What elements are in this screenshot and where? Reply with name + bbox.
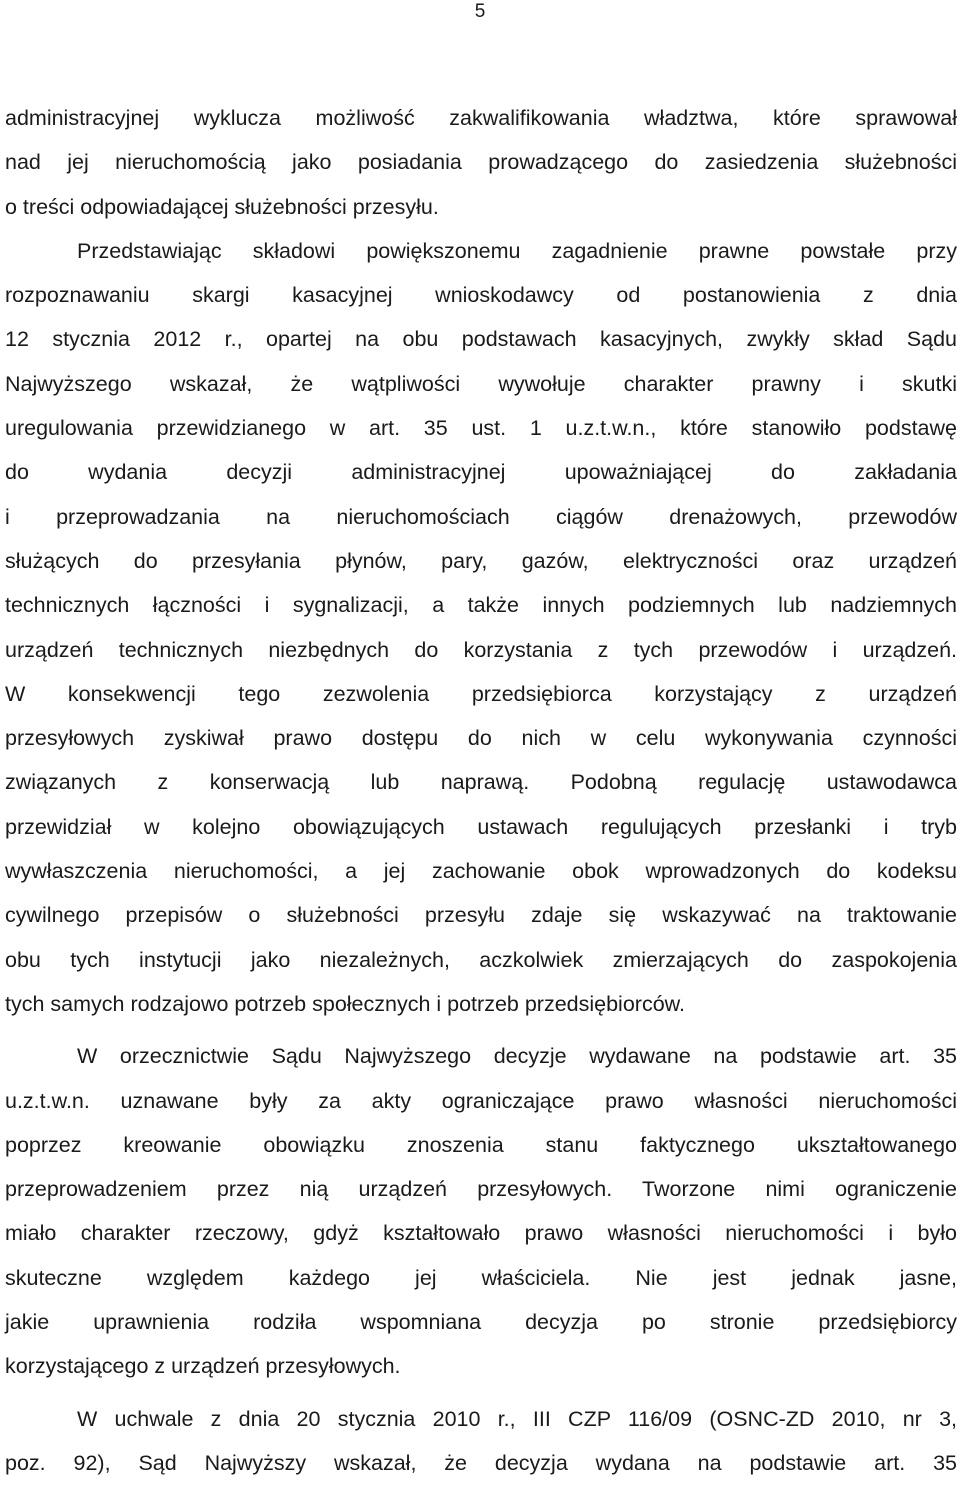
text-line: służących do przesyłania płynów, pary, gazów, elektryczności oraz urządzeń <box>5 548 957 573</box>
text-line: Najwyższego wskazał, że wątpliwości wywołuje charakter prawny i skutki <box>5 371 957 396</box>
text-line: obu tych instytucji jako niezależnych, aczkolwiek zmierzających do zaspokojenia <box>5 947 957 972</box>
text-line: W uchwale z dnia 20 stycznia 2010 r., III CZP 116/09 (OSNC-ZD 2010, nr 3, <box>77 1406 957 1431</box>
text-line: cywilnego przepisów o służebności przesyłu zdaje się wskazywać na traktowanie <box>5 903 957 928</box>
text-line: W orzecznictwie Sądu Najwyższego decyzje wydawane na podstawie art. 35 <box>77 1044 957 1069</box>
text-line: nad jej nieruchomością jako posiadania prowadzącego do zasiedzenia służebności <box>5 150 957 175</box>
text-line: tych samych rodzajowo potrzeb społecznych i potrzeb przedsiębiorców. <box>5 991 685 1016</box>
text-line: o treści odpowiadającej służebności przesyłu. <box>5 194 439 219</box>
text-line: jakie uprawnienia rodziła wspomniana decyzja po stronie przedsiębiorcy <box>5 1310 957 1335</box>
text-line: Przedstawiając składowi powiększonemu zagadnienie prawne powstałe przy <box>77 238 957 263</box>
text-line: poz. 92), Sąd Najwyższy wskazał, że decyzja wydana na podstawie art. 35 <box>5 1450 957 1475</box>
text-line: uregulowania przewidzianego w art. 35 ust. 1 u.z.t.w.n., które stanowiło podstawę <box>5 416 957 441</box>
document-body <box>5 96 957 1485</box>
paragraph <box>5 1034 957 1388</box>
text-line: u.z.t.w.n. uznawane były za akty ograniczające prawo własności nieruchomości <box>5 1088 957 1113</box>
paragraph <box>5 96 957 229</box>
text-line: korzystającego z urządzeń przesyłowych. <box>5 1354 401 1379</box>
text-line: technicznych łączności i sygnalizacji, a także innych podziemnych lub nadziemnych <box>5 593 957 618</box>
text-line: i przeprowadzania na nieruchomościach ciągów drenażowych, przewodów <box>5 504 957 529</box>
page-number: 5 <box>474 1 486 22</box>
paragraph <box>5 1397 957 1486</box>
text-line: przewidział w kolejno obowiązujących ustawach regulujących przesłanki i tryb <box>5 814 957 839</box>
text-line: poprzez kreowanie obowiązku znoszenia stanu faktycznego ukształtowanego <box>5 1132 957 1157</box>
paragraph-gap <box>5 1389 957 1397</box>
text-line: przesyłowych zyskiwał prawo dostępu do nich w celu wykonywania czynności <box>5 726 957 751</box>
text-line: rozpoznawaniu skargi kasacyjnej wnioskodawcy od postanowienia z dnia <box>5 283 957 308</box>
text-line: przeprowadzeniem przez nią urządzeń przesyłowych. Tworzone nimi ograniczenie <box>5 1177 957 1202</box>
text-line: 12 stycznia 2012 r., opartej na obu podstawach kasacyjnych, zwykły skład Sądu <box>5 327 957 352</box>
text-line: urządzeń technicznych niezbędnych do korzystania z tych przewodów i urządzeń. <box>5 637 957 662</box>
text-line: W konsekwencji tego zezwolenia przedsiębiorca korzystający z urządzeń <box>5 681 957 706</box>
text-line: miało charakter rzeczowy, gdyż kształtowało prawo własności nieruchomości i było <box>5 1221 957 1246</box>
text-line: związanych z konserwacją lub naprawą. Podobną regulację ustawodawca <box>5 770 957 795</box>
text-line: administracyjnej wyklucza możliwość zakwalifikowania władztwa, które sprawował <box>5 106 957 130</box>
paragraph <box>5 229 957 1026</box>
text-line: do wydania decyzji administracyjnej upoważniającej do zakładania <box>5 460 957 485</box>
text-line: skuteczne względem każdego jej właściciela. Nie jest jednak jasne, <box>5 1265 957 1290</box>
paragraph-gap <box>5 1026 957 1034</box>
text-line: wywłaszczenia nieruchomości, a jej zachowanie obok wprowadzonych do kodeksu <box>5 859 957 884</box>
